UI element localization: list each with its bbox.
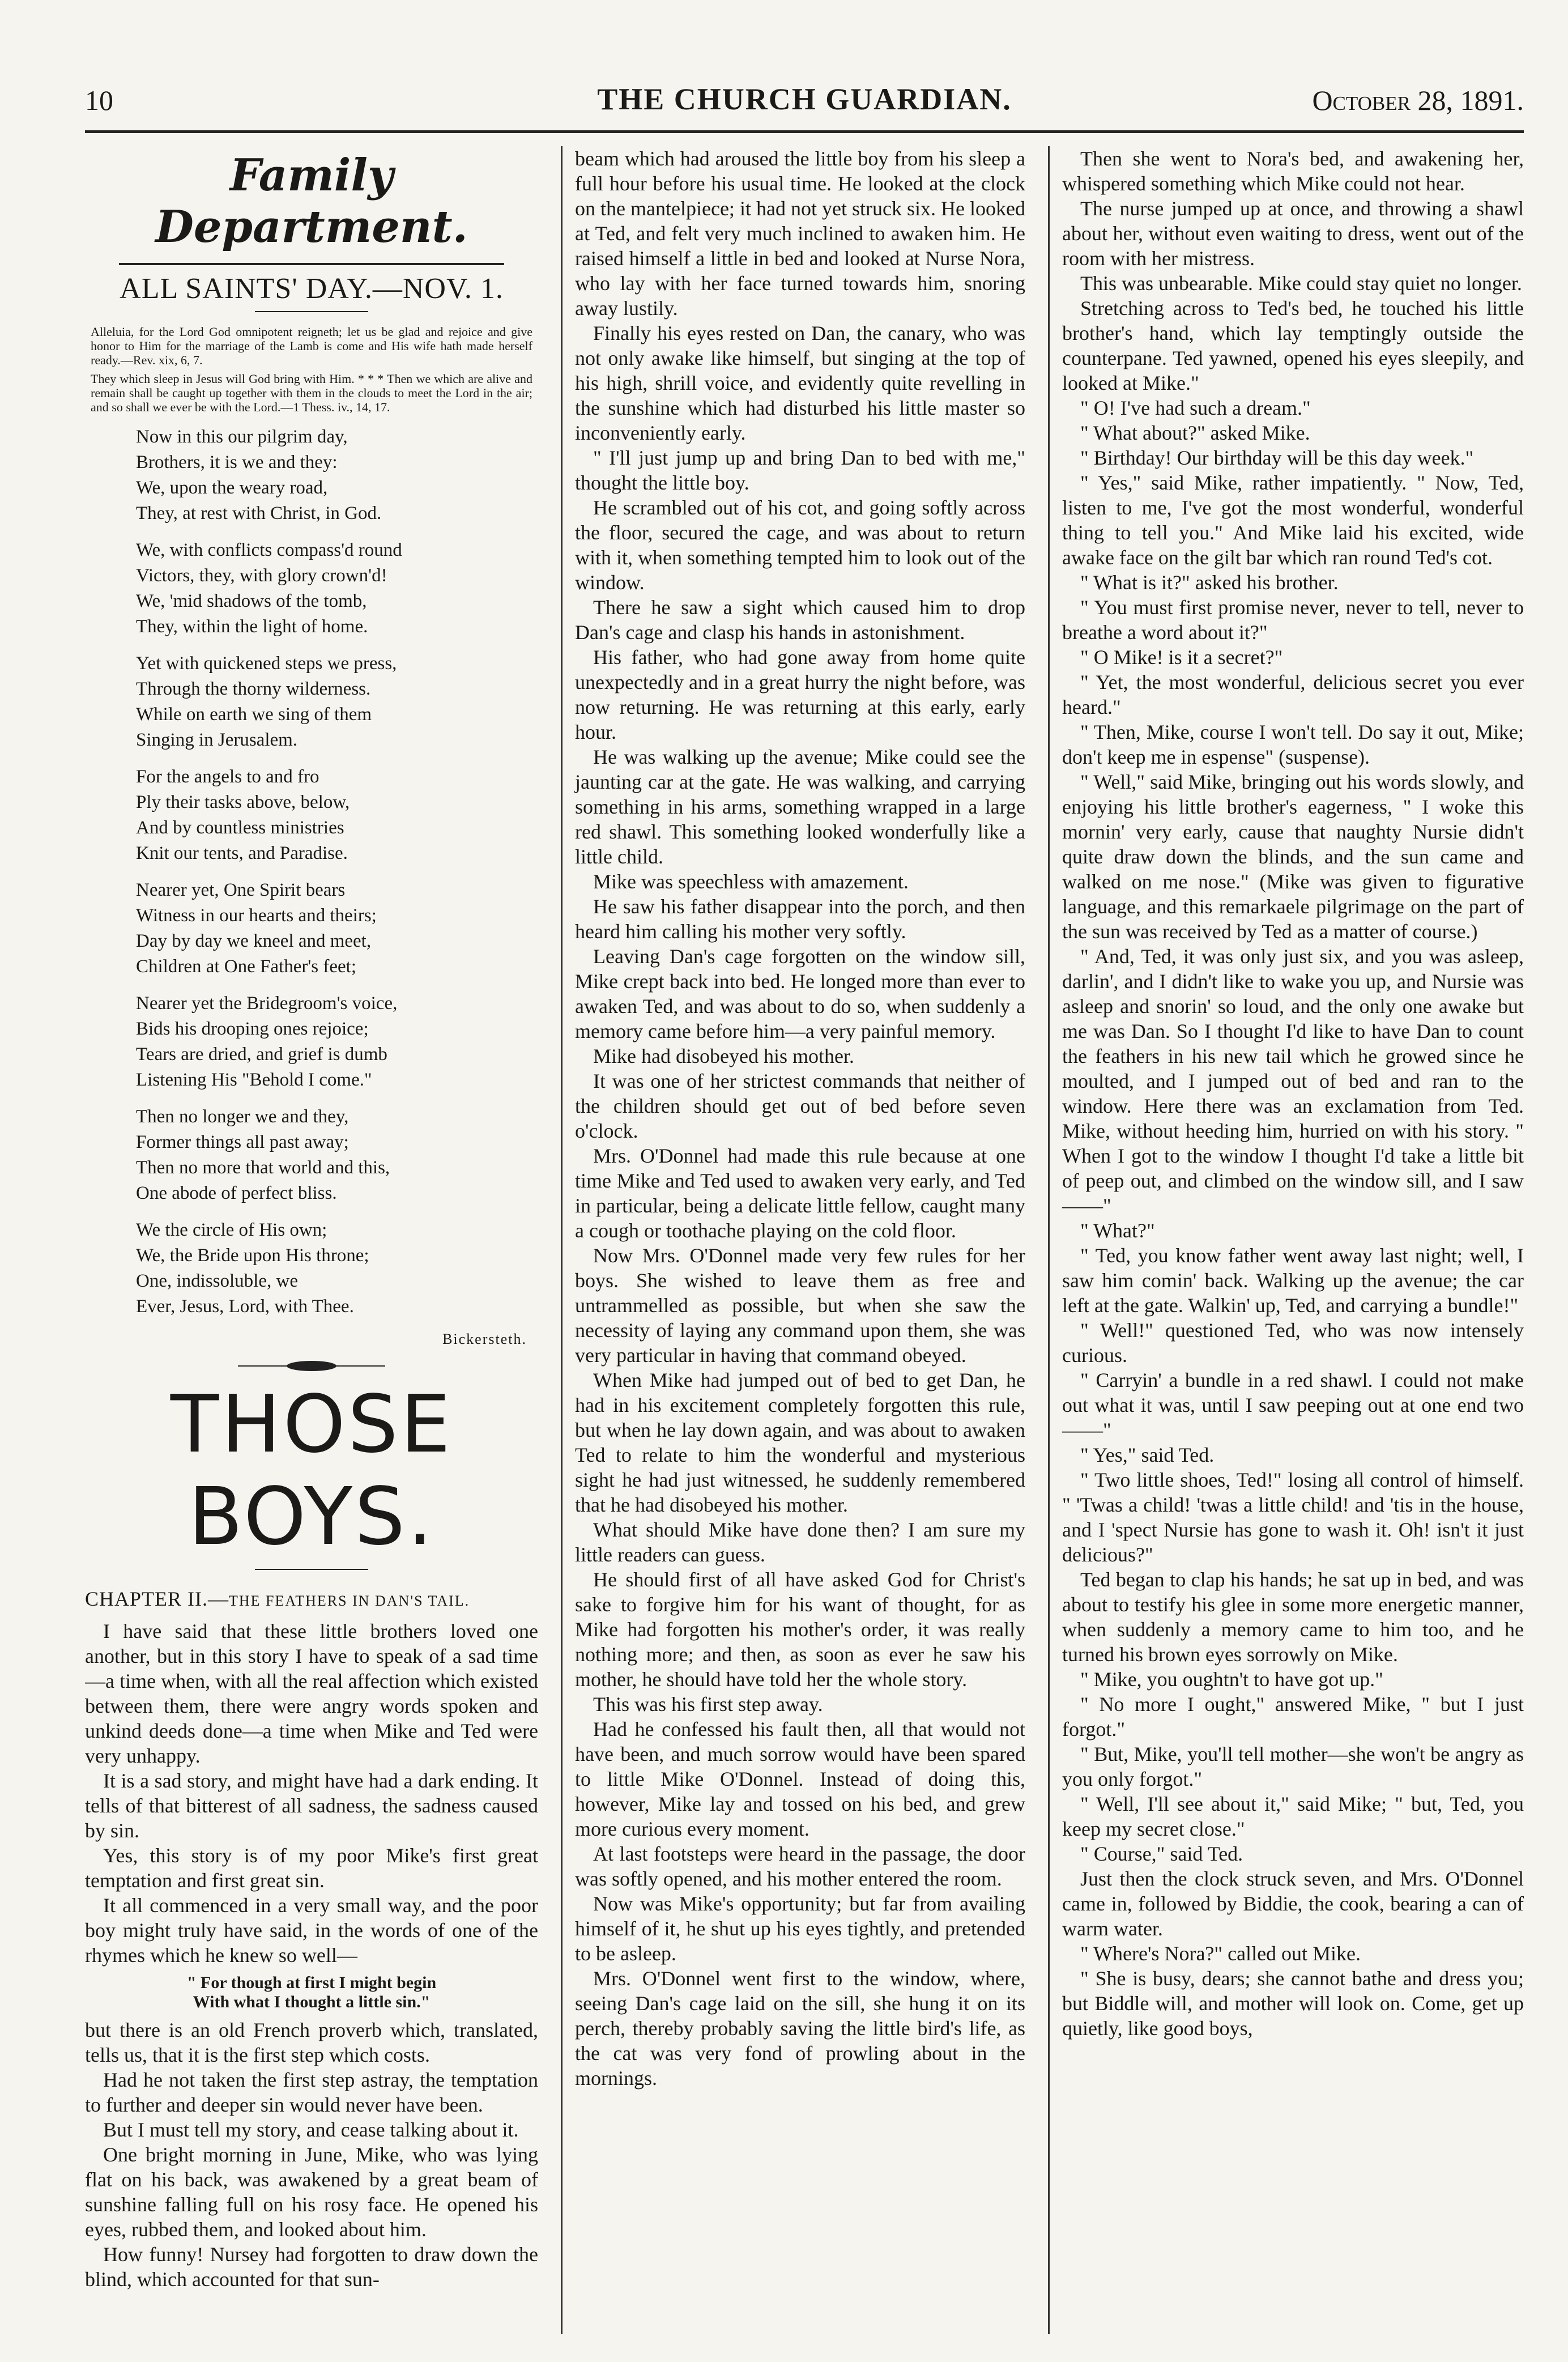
stanza <box>136 1104 538 1206</box>
paragraph: This was his first step away. <box>593 1693 823 1716</box>
paragraph: " But, Mike, you'll tell mother—she won't be angry as you only forgot." <box>1062 1743 1524 1790</box>
paragraph: " She is busy, dears; she cannot bathe and dress you; but Biddle will, and mother will look on. Come, get up quietly, like good boys, <box>1062 1967 1524 2040</box>
paragraph: How funny! Nursey had forgotten to draw down the blind, which accounted for that sun- <box>85 2243 538 2291</box>
chapter-title: THE FEATHERS IN DAN'S TAIL. <box>229 1593 470 1609</box>
stanza <box>136 764 538 866</box>
poem-line: We, upon the weary road, <box>136 478 328 498</box>
paragraph: " Yet, the most wonderful, delicious secret you ever heard." <box>1062 671 1524 718</box>
poem-line: While on earth we sing of them <box>136 704 372 725</box>
paragraph: But I must tell my story, and cease talking about it. <box>103 2118 519 2141</box>
paragraph: " O Mike! is it a secret?" <box>1080 646 1283 669</box>
poem-line: For the angels to and fro <box>136 767 319 787</box>
paragraph: Had he not taken the first step astray, the temptation to further and deeper sin would never have been. <box>85 2069 538 2116</box>
paragraph: Had he confessed his fault then, all that would not have been, and much sorrow would have been spared to little Mike O'Donnel. Instead of doing this, however, Mike lay and tossed on his bed, and grew more curious every moment. <box>575 1718 1025 1840</box>
paragraph: His father, who had gone away from home quite unexpectedly and in a great hurry the night before, was now returning. He was returning at this early, early hour. <box>575 646 1025 743</box>
paragraph: " Well, I'll see about it," said Mike; " but, Ted, you keep my secret close." <box>1062 1793 1524 1840</box>
poem-line: Singing in Jerusalem. <box>136 730 298 750</box>
paragraph: " I'll just jump up and bring Dan to bed with me," thought the little boy. <box>575 446 1025 494</box>
poem-line: And by countless ministries <box>136 818 344 838</box>
poem-line: Witness in our hearts and theirs; <box>136 905 377 926</box>
epigraph: Alleluia, for the Lord God omnipotent reigneth; let us be glad and rejoice and give honor to Him for the marriage of the Lamb is come and His wife hath made herself ready.—Rev. xix, 6, 7. <box>91 325 532 367</box>
paragraph: It all commenced in a very small way, and the poor boy might truly have said, in the words of one of the rhymes which he knew so well— <box>85 1894 538 1967</box>
paragraph: Now was Mike's opportunity; but far from availing himself of it, he shut up his eyes tightly, and pretended to be asleep. <box>575 1892 1025 1965</box>
paragraph: Now Mrs. O'Donnel made very few rules for her boys. She wished to leave them as free and untrammelled as possible, but when she saw the necessity of laying any command upon them, she was very particular in having that command obeyed. <box>575 1244 1025 1367</box>
paragraph: Mrs. O'Donnel went first to the window, where, seeing Dan's cage laid on the sill, she hung it on its perch, thereby probably saving the little bird's life, as the cat was very fond of prowling about in the mornings. <box>575 1967 1025 2089</box>
rhyme-line: " For though at first I might begin <box>186 1973 437 1992</box>
paragraph: Yes, this story is of my poor Mike's first great temptation and first great sin. <box>85 1844 538 1892</box>
paragraph: He saw his father disappear into the porch, and then heard him calling his mother very softly. <box>575 895 1025 943</box>
column-1 <box>85 146 538 2334</box>
paragraph: There he saw a sight which caused him to drop Dan's cage and clasp his hands in astonishment. <box>575 596 1025 644</box>
paragraph: At last footsteps were heard in the passage, the door was softly opened, and his mother entered the room. <box>575 1842 1025 1890</box>
story-title: THOSE BOYS. <box>170 1378 453 1563</box>
paragraph: What should Mike have done then? I am sure my little readers can guess. <box>575 1518 1025 1566</box>
paragraph: It was one of her strictest commands that neither of the children should get out of bed before seven o'clock. <box>575 1070 1025 1142</box>
rhyme-line: With what I thought a little sin." <box>193 1993 431 2011</box>
poem-line: Listening His "Behold I come." <box>136 1070 372 1090</box>
ornament-divider-icon <box>238 1359 385 1373</box>
poem-line: Then no longer we and they, <box>136 1106 349 1127</box>
paragraph: " What is it?" asked his brother. <box>1080 571 1339 594</box>
poem-line: Children at One Father's feet; <box>136 956 356 977</box>
poem-line: One abode of perfect bliss. <box>136 1183 337 1203</box>
paragraph: Finally his eyes rested on Dan, the canary, who was not only awake like himself, but singing at the top of his high, shrill voice, and evidently quite revelling in the sunshine which had disturbed his little master so inconveniently early. <box>575 322 1025 444</box>
paragraph: He should first of all have asked God for Christ's sake to forgive him for his want of thought, for as Mike had forgotten his mother's order, it was really nothing more; and then, as soon as ever he saw his mother, he should have told her the whole story. <box>575 1568 1025 1691</box>
poem-line: They, within the light of home. <box>136 616 368 637</box>
paragraph: but there is an old French proverb which, translated, tells us, that it is the first step which costs. <box>85 2019 538 2066</box>
poem-line: One, indissoluble, we <box>136 1271 298 1291</box>
paragraph: " Yes," said Ted. <box>1080 1444 1215 1466</box>
publication-title: THE CHURCH GUARDIAN. <box>597 82 1012 116</box>
poem-line: We the circle of His own; <box>136 1220 327 1240</box>
paragraph: " Two little shoes, Ted!" losing all control of himself. " 'Twas a child! 'twas a little child! and 'tis in the house, and I 'spect Nursie has gone to wash it. Oh! isn't it just delicious?" <box>1062 1469 1524 1566</box>
page-number: 10 <box>85 84 113 116</box>
paragraph: beam which had aroused the little boy from his sleep a full hour before his usual time. He looked at the clock on the mantelpiece; it had not yet struck six. He looked at Ted, and felt very much inclined to awaken him. He raised himself a little in bed and looked at Nurse Nora, who lay with her face turned towards him, snoring away lustily. <box>575 147 1025 320</box>
paragraph: " Course," said Ted. <box>1080 1842 1243 1865</box>
poem-line: Knit our tents, and Paradise. <box>136 843 348 863</box>
paragraph: When Mike had jumped out of bed to get Dan, he had in his excitement completely forgotten this rule, but when he lay down again, and was about to awaken Ted to relate to him the wonderful and mysterious sight he had just witnessed, he suddenly remembered that he had disobeyed his mother. <box>575 1369 1025 1516</box>
paragraph: " Birthday! Our birthday will be this day week." <box>1080 446 1474 469</box>
stanza <box>136 1218 538 1320</box>
paragraph: He scrambled out of his cot, and going softly across the floor, secured the cage, and was about to return with it, when something tempted him to look out of the window. <box>575 496 1025 594</box>
paragraph: One bright morning in June, Mike, who was lying flat on his back, was awakened by a great beam of sunshine falling full on his rosy face. He opened his eyes, rubbed them, and looked about him. <box>85 2143 538 2241</box>
paragraph: The nurse jumped up at once, and throwing a shawl about her, without even waiting to dress, went out of the room with her mistress. <box>1062 197 1524 270</box>
paragraph: Ted began to clap his hands; he sat up in bed, and was about to testify his glee in some more energetic manner, when suddenly a memory came to him too, and he turned his brown eyes sorrowly on Mike. <box>1062 1568 1524 1666</box>
poem-line: Through the thorny wilderness. <box>136 679 371 699</box>
poem-line: We, 'mid shadows of the tomb, <box>136 591 367 611</box>
poem-signature: Bickersteth. <box>442 1331 527 1347</box>
paragraph: " Mike, you oughtn't to have got up." <box>1080 1668 1383 1691</box>
issue-date: October 28, 1891. <box>1312 84 1524 116</box>
newspaper-page <box>85 79 1524 2334</box>
stanza <box>136 651 538 753</box>
paragraph: " Then, Mike, course I won't tell. Do say it out, Mike; don't keep me in espense" (suspense). <box>1062 721 1524 768</box>
paragraph: " Ted, you know father went away last night; well, I saw him comin' back. Walking up the avenue; the car left at the gate. Walkin' up, Ted, and carrying a bundle!" <box>1062 1244 1524 1317</box>
poem-line: We, the Bride upon His throne; <box>136 1245 369 1266</box>
poem-line: Day by day we kneel and meet, <box>136 931 372 951</box>
poem-line: Victors, they, with glory crown'd! <box>136 565 387 586</box>
paragraph: " You must first promise never, never to tell, never to breathe a word about it?" <box>1062 596 1524 644</box>
column-2 <box>561 146 1025 2334</box>
paragraph: Mrs. O'Donnel had made this rule because at one time Mike and Ted used to awaken very early, and Ted in particular, being a delicate little fellow, caught many a cough or toothache playing on the cold floor. <box>575 1144 1025 1242</box>
poem-line: Ever, Jesus, Lord, with Thee. <box>136 1296 354 1317</box>
paragraph: " Where's Nora?" called out Mike. <box>1080 1942 1361 1965</box>
poem <box>136 424 538 1320</box>
paragraph: " Yes," said Mike, rather impatiently. " Now, Ted, listen to me, I've got the most wonderful, wonderful thing to tell you." And Mike laid his excited, wide awake face on the gilt bar which ran round Ted's cot. <box>1062 471 1524 569</box>
paragraph: " O! I've had such a dream." <box>1080 397 1311 419</box>
epigraph: They which sleep in Jesus will God bring with Him. * * * Then we which are alive and remain shall be caught up together with them in the clouds to meet the Lord in the air; and so shall we ever be with the Lord.—1 Thess. iv., 14, 17. <box>91 372 532 414</box>
paragraph: Mike had disobeyed his mother. <box>593 1045 854 1067</box>
poem-line: We, with conflicts compass'd round <box>136 540 402 560</box>
paragraph: He was walking up the avenue; Mike could see the jaunting car at the gate. He was walking, and carrying something in his arms, something wrapped in a large red shawl. This something looked wonderfully like a little child. <box>575 746 1025 868</box>
paragraph: Leaving Dan's cage forgotten on the window sill, Mike crept back into bed. He longed more than ever to awaken Ted, and was about to do so, when suddenly a memory came before him—a very painful memory. <box>575 945 1025 1042</box>
poem-line: Nearer yet, One Spirit bears <box>136 880 346 900</box>
poem-line: Yet with quickened steps we press, <box>136 653 397 674</box>
paragraph: Just then the clock struck seven, and Mrs. O'Donnel came in, followed by Biddie, the cook, bearing a can of warm water. <box>1062 1867 1524 1940</box>
masthead <box>85 79 1524 133</box>
poem-line: Brothers, it is we and they: <box>136 452 338 473</box>
stanza <box>136 538 538 640</box>
stanza <box>136 991 538 1093</box>
paragraph: Then she went to Nora's bed, and awakening her, whispered something which Mike could not hear. <box>1062 147 1524 195</box>
paragraph: " Well," said Mike, bringing out his words slowly, and enjoying his little brother's eagerness, " I woke this mornin' very early, cause that naughty Nursie didn't quite draw down the blinds, and the sun came and walked on me nose." (Mike was given to figurative language, and this remarkaele pilgrimage on the part of the sun was received by Ted as a matter of course.) <box>1062 771 1524 943</box>
paragraph: This was unbearable. Mike could stay quiet no longer. <box>1080 272 1522 295</box>
stanza <box>136 424 538 526</box>
paragraph: " And, Ted, it was only just six, and you was asleep, darlin', and I didn't like to wake you up, and Nursie was asleep and snorin' so loud, and the only one awake but me was Dan. So I thought I'd like to have Dan to count the feathers in his new tail which he growed since he moulted, and I jumped out of bed and ran to the window. Here there was an exclamation from Ted. Mike, without heeding him, hurried on with his story. " When I got to the window I thought I'd take a little bit of peep out, and climbed on the window sill, and I saw——" <box>1062 945 1524 1217</box>
section-title: ALL SAINTS' DAY.—NOV. 1. <box>120 273 504 305</box>
divider <box>119 263 504 265</box>
divider <box>255 1569 368 1570</box>
paragraph: " Carryin' a bundle in a red shawl. I could not make out what it was, until I saw peeping out at one end two——" <box>1062 1369 1524 1441</box>
paragraph: Stretching across to Ted's bed, he touched his little brother's hand, which lay temptingly outside the counterpane. Ted yawned, opened his eyes sleepily, and looked at Mike." <box>1062 297 1524 394</box>
poem-line: Then no more that world and this, <box>136 1157 390 1178</box>
poem-line: They, at rest with Christ, in God. <box>136 503 382 524</box>
poem-line: Nearer yet the Bridegroom's voice, <box>136 993 398 1014</box>
paragraph: " What?" <box>1080 1219 1155 1242</box>
poem-line: Bids his drooping ones rejoice; <box>136 1019 369 1039</box>
poem-line: Tears are dried, and grief is dumb <box>136 1044 387 1065</box>
paragraph: " What about?" asked Mike. <box>1080 422 1310 444</box>
department-title: Family Department. <box>155 150 468 253</box>
poem-line: Former things all past away; <box>136 1132 349 1152</box>
poem-line: Now in this our pilgrim day, <box>136 427 348 447</box>
stanza <box>136 878 538 980</box>
chapter-heading <box>85 1587 538 1611</box>
column-3 <box>1048 146 1524 2334</box>
paragraph: " Well!" questioned Ted, who was now intensely curious. <box>1062 1319 1524 1367</box>
paragraph: I have said that these little brothers loved one another, but in this story I have to speak of a sad time—a time when, with all the real affection which existed between them, there were angry words spoken and unkind deeds done—a time when Mike and Ted were very unhappy. <box>85 1620 538 1767</box>
paragraph: Mike was speechless with amazement. <box>593 870 909 893</box>
paragraph: It is a sad story, and might have had a dark ending. It tells of that bitterest of all sadness, the sadness caused by sin. <box>85 1769 538 1842</box>
divider <box>255 311 368 312</box>
poem-line: Ply their tasks above, below, <box>136 792 350 812</box>
paragraph: " No more I ought," answered Mike, " but I just forgot." <box>1062 1693 1524 1740</box>
chapter-number: CHAPTER II.— <box>85 1588 229 1610</box>
rhyme-quote <box>85 1973 538 2012</box>
